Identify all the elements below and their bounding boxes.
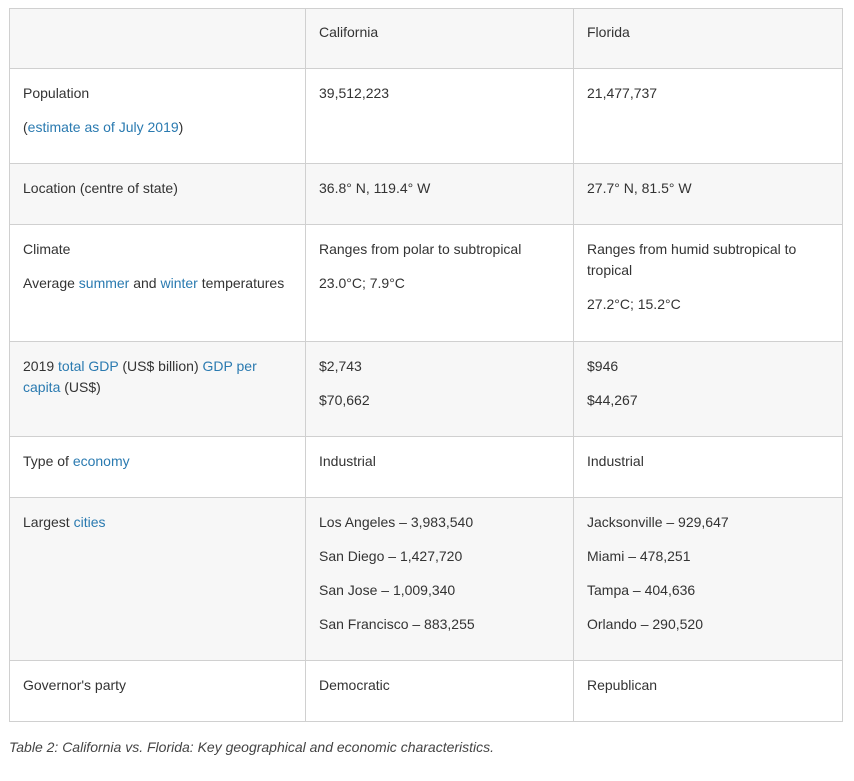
table-row-climate — [10, 225, 843, 342]
california-cities — [306, 498, 574, 661]
california-governor — [306, 661, 574, 722]
comparison-table — [9, 8, 843, 722]
value-text: 23.0°C; 7.9°C — [319, 275, 405, 291]
gdp-label — [23, 356, 292, 398]
city-item: San Diego – 1,427,720 — [319, 548, 463, 564]
label-text: Type of — [23, 453, 73, 469]
value-text: 27.7° N, 81.5° W — [587, 180, 692, 196]
california-location — [306, 164, 574, 225]
label-text: and — [129, 275, 161, 291]
label-text: Average — [23, 275, 79, 291]
label-text: Largest — [23, 514, 74, 530]
value-text: $70,662 — [319, 392, 370, 408]
value-text: Ranges from humid subtropical to tropical — [587, 241, 797, 278]
value-text: 39,512,223 — [319, 85, 390, 101]
city-item: Los Angeles – 3,983,540 — [319, 514, 474, 530]
label-text: (US$) — [60, 379, 101, 395]
note-paren-open: ( — [23, 119, 28, 135]
value-text: $946 — [587, 358, 619, 374]
label-text: (US$ billion) — [118, 358, 203, 374]
row-label: Climate — [23, 241, 71, 257]
row-label: Location (centre of state) — [23, 180, 178, 196]
table-row-population — [10, 69, 843, 164]
winter-link[interactable]: winter — [160, 275, 198, 291]
row-label-cell — [10, 225, 306, 342]
value-text: 36.8° N, 119.4° W — [319, 180, 431, 196]
value-text: $2,743 — [319, 358, 362, 374]
city-item: Miami – 478,251 — [587, 548, 691, 564]
city-item: San Jose – 1,009,340 — [319, 582, 456, 598]
cities-link[interactable]: cities — [73, 514, 106, 530]
city-item: Jacksonville – 929,647 — [587, 514, 729, 530]
value-text: $44,267 — [587, 392, 638, 408]
population-note — [23, 117, 292, 138]
header-cell-empty — [10, 9, 306, 69]
header-row — [10, 9, 843, 69]
florida-governor — [574, 661, 843, 722]
row-label-cell — [10, 69, 306, 164]
estimate-link[interactable]: estimate as of July 2019 — [27, 119, 179, 135]
label-text: temperatures — [197, 275, 285, 291]
economy-link[interactable]: economy — [72, 453, 130, 469]
florida-climate — [574, 225, 843, 342]
table-row-location — [10, 164, 843, 225]
label-text: 2019 — [23, 358, 59, 374]
row-label: Governor's party — [23, 677, 127, 693]
california-population — [306, 69, 574, 164]
florida-cities — [574, 498, 843, 661]
row-label-cell — [10, 342, 306, 437]
value-text: Industrial — [587, 453, 644, 469]
cities-label — [23, 512, 292, 533]
value-text: 21,477,737 — [587, 85, 658, 101]
florida-location — [574, 164, 843, 225]
city-item: Orlando – 290,520 — [587, 616, 703, 632]
row-label-cell — [10, 437, 306, 498]
table-row-gdp — [10, 342, 843, 437]
value-text: Democratic — [319, 677, 390, 693]
table-caption: Table 2: California vs. Florida: Key geographical and economic characteristics. — [9, 739, 495, 755]
gdp-per-capita-link[interactable]: GDP per capita — [23, 358, 257, 395]
florida-gdp — [574, 342, 843, 437]
city-item: Tampa – 404,636 — [587, 582, 696, 598]
florida-population — [574, 69, 843, 164]
header-cell-california: California — [306, 9, 574, 69]
row-label-cell — [10, 661, 306, 722]
florida-economy — [574, 437, 843, 498]
table-row-governor — [10, 661, 843, 722]
summer-link[interactable]: summer — [78, 275, 130, 291]
table-row-cities — [10, 498, 843, 661]
value-text: Republican — [587, 677, 658, 693]
header-cell-florida: Florida — [574, 9, 843, 69]
california-gdp — [306, 342, 574, 437]
city-item: San Francisco – 883,255 — [319, 616, 475, 632]
row-label-cell — [10, 498, 306, 661]
value-text: Ranges from polar to subtropical — [319, 241, 522, 257]
row-label: Population — [23, 85, 90, 101]
temperature-label — [23, 273, 292, 294]
california-economy — [306, 437, 574, 498]
row-label-cell — [10, 164, 306, 225]
note-paren-close: ) — [178, 119, 184, 135]
value-text: Industrial — [319, 453, 376, 469]
value-text: 27.2°C; 15.2°C — [587, 296, 681, 312]
total-gdp-link[interactable]: total GDP — [58, 358, 119, 374]
california-climate — [306, 225, 574, 342]
economy-label — [23, 451, 292, 472]
table-row-economy — [10, 437, 843, 498]
